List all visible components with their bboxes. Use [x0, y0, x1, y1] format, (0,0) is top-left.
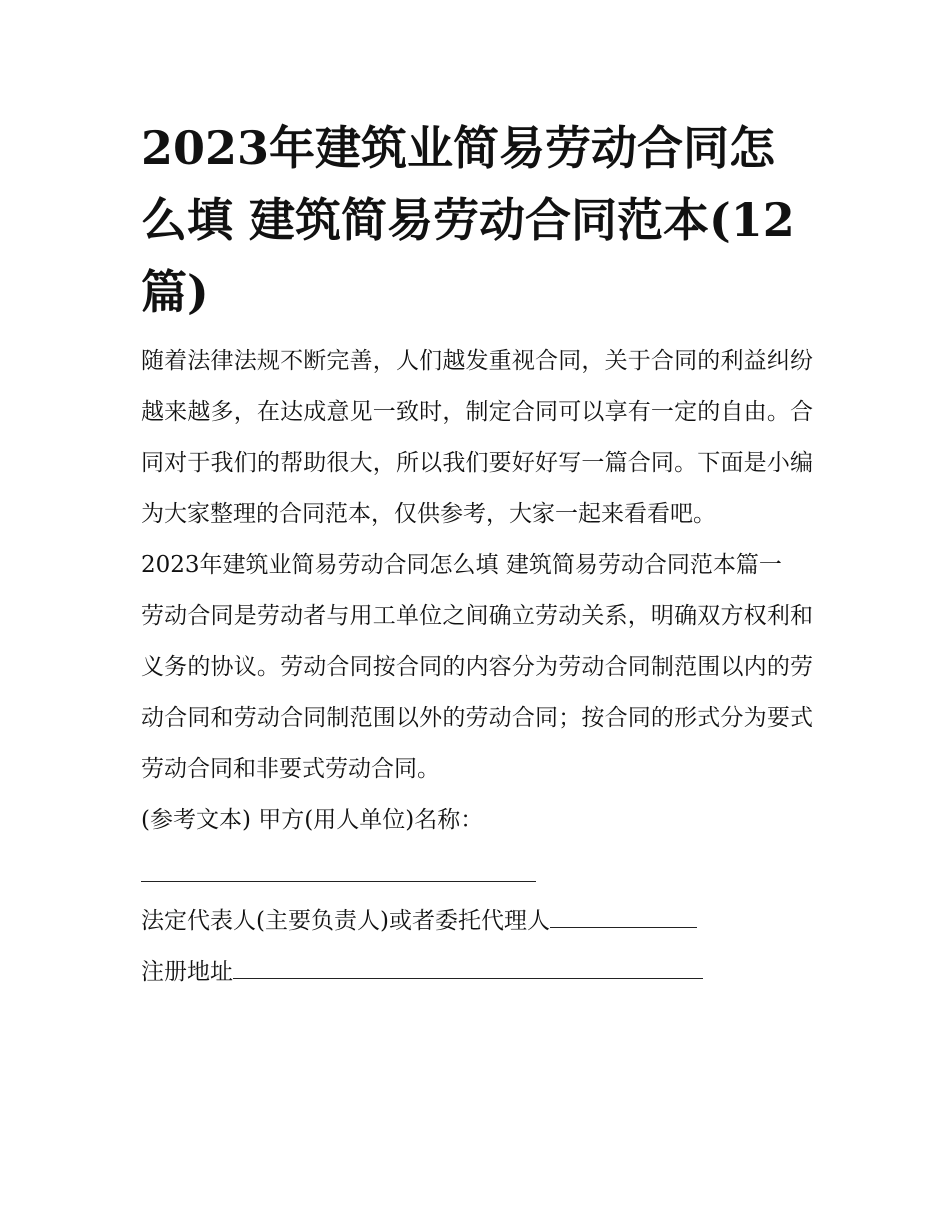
- address-blank: [233, 956, 703, 979]
- party-a-name-blank: [141, 848, 536, 882]
- address-row: [141, 947, 813, 998]
- body-paragraph: 劳动合同是劳动者与用工单位之间确立劳动关系，明确双方权利和义务的协议。劳动合同按合同的内容分为劳动合同制范围以内的劳动合同和劳动合同制范围以外的劳动合同；按合同的形式分为要式劳动合同和非要式劳动合同。: [141, 603, 813, 782]
- address-label: 注册地址: [141, 959, 233, 985]
- section-heading: 2023年建筑业简易劳动合同怎么填 建筑简易劳动合同范本篇一: [141, 552, 782, 578]
- representative-row: [141, 896, 813, 947]
- intro-paragraph: 随着法律法规不断完善，人们越发重视合同，关于合同的利益纠纷越来越多，在达成意见一致时，制定合同可以享有一定的自由。合同对于我们的帮助很大，所以我们要好好写一篇合同。下面是小编为大家整理的合同范本，仅供参考，大家一起来看看吧。: [141, 348, 813, 527]
- document-title: 2023年建筑业简易劳动合同怎么填 建筑简易劳动合同范本(12篇): [141, 121, 795, 319]
- document-page: [141, 112, 813, 998]
- party-a-label: (参考文本) 甲方(用人单位)名称：: [141, 807, 484, 833]
- representative-blank: [550, 905, 697, 928]
- representative-label: 法定代表人(主要负责人)或者委托代理人: [141, 908, 550, 934]
